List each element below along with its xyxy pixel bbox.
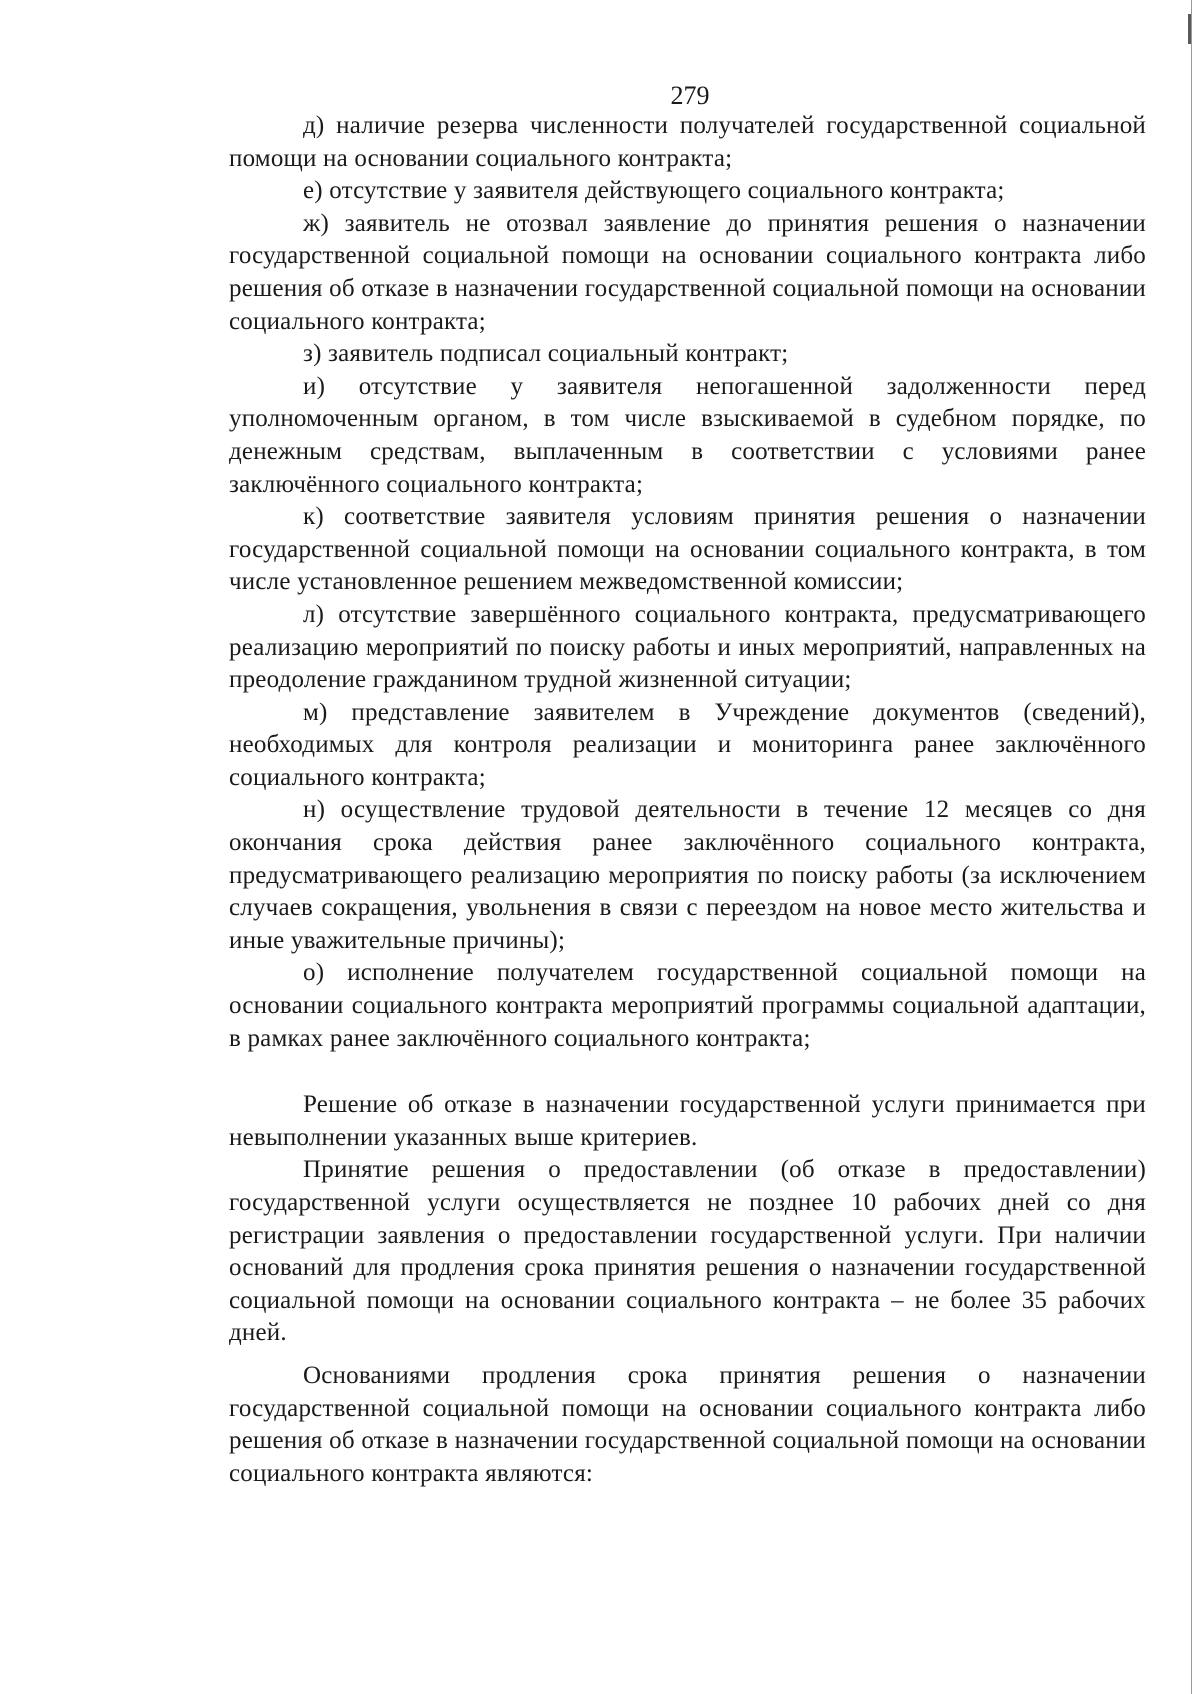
list-item-k: к) соответствие заявителя условиям принятия решения о назначении государственной социальной помощи на основании социального контракта, в том числе установленное решением межведомственной комиссии;	[229, 503, 1146, 596]
list-item-o: о) исполнение получателем государственной социальной помощи на основании социального контракта мероприятий программы социальной адаптации, в рамках ранее заключённого социального контракта;	[229, 959, 1146, 1052]
list-item-zh: ж) заявитель не отозвал заявление до принятия решения о назначении государственной социальной помощи на основании социального контракта либо решения об отказе в назначении государственной социальной помощи на основании социального контракта;	[229, 209, 1146, 335]
list-item-m: м) представление заявителем в Учреждение документов (сведений), необходимых для контроля реализации и мониторинга ранее заключённого социального контракта;	[229, 698, 1146, 791]
scan-edge-line	[1191, 0, 1192, 1694]
scan-edge-mark	[1188, 14, 1191, 44]
decision-term-paragraph: Принятие решения о предоставлении (об отказе в предоставлении) государственной услуги осуществляется не позднее 10 рабочих дней со дня регистрации заявления о предоставлении государственной услуги. При наличии оснований для продления срока принятия решения о назначении государственной социальной помощи на основании социального контракта – не более 35 рабочих дней.	[229, 1156, 1146, 1347]
list-item-d: д) наличие резерва численности получателей государственной социальной помощи на основании социального контракта;	[229, 112, 1146, 172]
list-item-e: е) отсутствие у заявителя действующего социального контракта;	[303, 177, 1005, 205]
refusal-paragraph: Решение об отказе в назначении государственной услуги принимается при невыполнении указанных выше критериев.	[229, 1091, 1146, 1151]
extension-grounds-paragraph: Основаниями продления срока принятия решения о назначении государственной социальной помощи на основании социального контракта либо решения об отказе в назначении государственной социальной помощи на основании социального контракта являются:	[229, 1361, 1146, 1487]
document-body	[229, 110, 1146, 1490]
list-item-n: н) осуществление трудовой деятельности в течение 12 месяцев со дня окончания срока действия ранее заключённого социального контракта, предусматривающего реализацию мероприятия по поиску работы (за исключением случаев сокращения, увольнения в связи с переездом на новое место жительства и иные уважительные причины);	[229, 796, 1146, 954]
page-number: 279	[670, 81, 710, 110]
list-item-z: з) заявитель подписал социальный контракт;	[303, 340, 789, 368]
list-item-i: и) отсутствие у заявителя непогашенной задолженности перед уполномоченным органом, в том числе взыскиваемой в судебном порядке, по денежным средствам, выплаченным в соответствии с условиями ранее заключённого социального контракта;	[229, 372, 1146, 498]
list-item-l: л) отсутствие завершённого социального контракта, предусматривающего реализацию мероприятий по поиску работы и иных мероприятий, направленных на преодоление гражданином трудной жизненной ситуации;	[229, 600, 1146, 694]
